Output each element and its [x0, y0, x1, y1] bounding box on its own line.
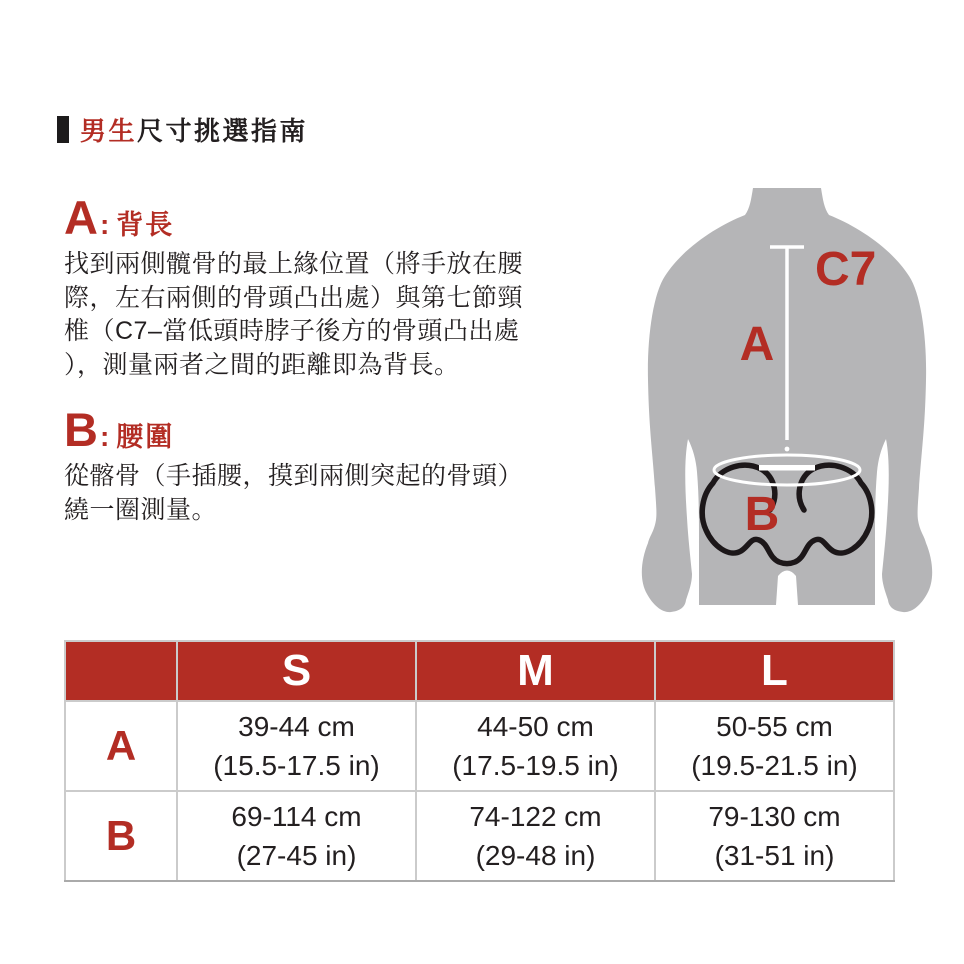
cell-b-l [655, 791, 894, 881]
size-table [64, 640, 895, 882]
size-table-row-b [65, 791, 894, 881]
section-a-letter: A [64, 191, 98, 244]
section-a-description [64, 248, 523, 382]
title-accent-bar [57, 116, 69, 143]
size-table-header-row [65, 641, 894, 701]
section-b-colon: : [99, 421, 110, 452]
size-table-row-a [65, 701, 894, 791]
description-line: 椎（C7–當低頭時脖子後方的骨頭凸出處 [64, 317, 520, 345]
size-column-s: S [177, 641, 416, 701]
description-line: 際，左右兩側的骨頭凸出處）與第七節頸 [64, 283, 524, 312]
section-b-name: 腰圍 [116, 422, 175, 452]
cell-b-m [416, 791, 655, 881]
cell-a-s [177, 701, 416, 791]
section-b-description [64, 460, 523, 527]
value-cm: 74-122 cm [469, 801, 602, 832]
section-waist-circumference [64, 403, 524, 527]
torso-diagram-svg [635, 188, 940, 618]
value-in: (29-48 in) [475, 840, 596, 871]
label-back-length-a: A [739, 318, 775, 371]
page-title-rest: 尺寸挑選指南 [137, 116, 309, 146]
measurement-line-dot [785, 447, 790, 452]
waist-level-tick [759, 465, 815, 471]
description-line: ），測量兩者之間的距離即為背長。 [64, 350, 460, 379]
section-b-heading [64, 403, 523, 456]
section-a-name: 背長 [116, 210, 175, 240]
description-line: 找到兩側髖骨的最上緣位置（將手放在腰 [64, 250, 524, 278]
value-in: (31-51 in) [714, 840, 835, 871]
value-cm: 39-44 cm [238, 711, 355, 742]
section-a-heading [64, 191, 523, 244]
size-column-m: M [416, 641, 655, 701]
size-column-l: L [655, 641, 894, 701]
row-label-b: B [65, 791, 177, 881]
torso-measurement-diagram [635, 188, 940, 618]
label-waist-b: B [744, 488, 780, 541]
value-cm: 50-55 cm [716, 711, 833, 742]
page-title-highlight: 男生 [80, 116, 138, 146]
value-in: (17.5-19.5 in) [452, 750, 619, 781]
size-table-corner-cell [65, 641, 177, 701]
page-title-row [57, 111, 308, 148]
cell-a-l [655, 701, 894, 791]
value-in: (15.5-17.5 in) [213, 750, 380, 781]
section-b-letter: B [64, 403, 98, 456]
description-line: 從髂骨（手插腰，摸到兩側突起的骨頭） [64, 462, 524, 490]
value-in: (19.5-21.5 in) [691, 750, 858, 781]
value-cm: 44-50 cm [477, 711, 594, 742]
cell-a-m [416, 701, 655, 791]
cell-b-s [177, 791, 416, 881]
value-cm: 69-114 cm [231, 801, 362, 832]
value-in: (27-45 in) [236, 840, 357, 871]
page-title [80, 111, 308, 148]
section-back-length [64, 191, 524, 382]
value-cm: 79-130 cm [708, 801, 841, 832]
description-line: 繞一圈測量。 [64, 495, 218, 524]
label-c7: C7 [815, 243, 877, 296]
section-a-colon: : [99, 209, 110, 240]
row-label-a: A [65, 701, 177, 791]
